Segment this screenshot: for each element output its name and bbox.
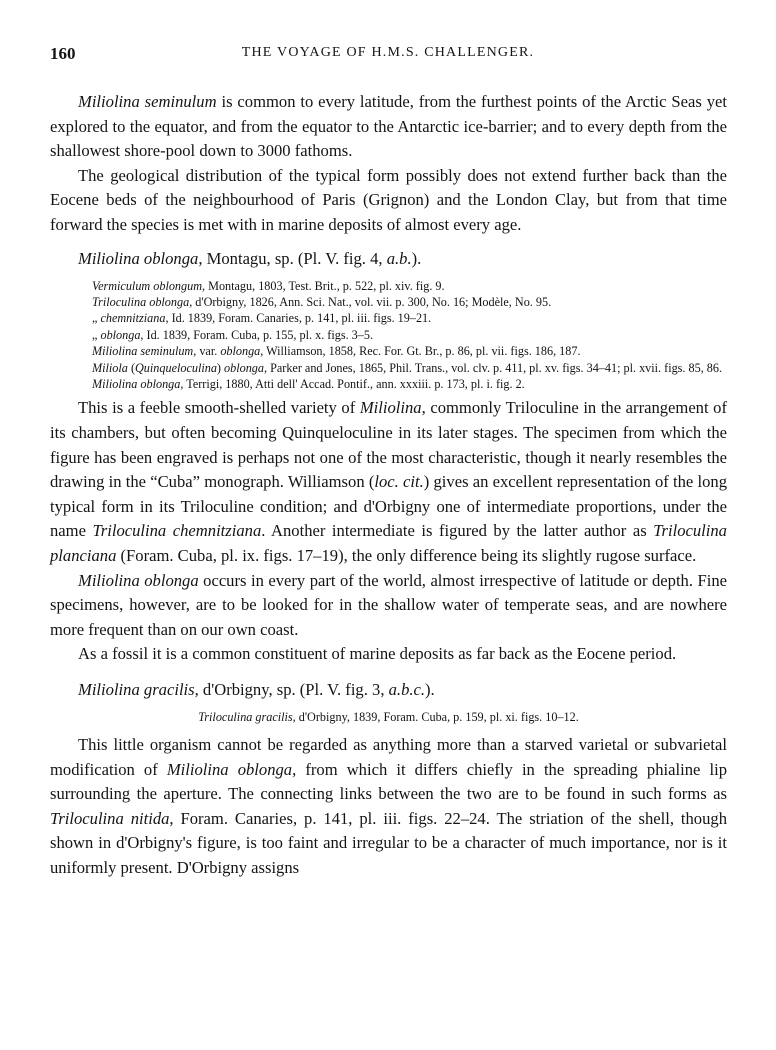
synonymy-entry — [50, 376, 727, 392]
intro-paragraph — [50, 164, 727, 238]
text-run: This little organism cannot be regarded as anything more than a starved varietal or subvarietal modification of — [50, 734, 727, 779]
page-number: 160 — [50, 44, 76, 63]
body-paragraph — [50, 642, 727, 667]
italic-text: oblonga — [224, 360, 264, 375]
text-run: , Foram. Canaries, p. 141, pl. iii. figs. 22–24. The striation of the shell, though shown in d'Orbigny's figure, is too faint and irregular to be a character of much importance, nor is it uniformly present. D'Orbigny assigns — [50, 808, 727, 877]
running-title: THE VOYAGE OF H.M.S. CHALLENGER. — [241, 45, 535, 60]
synonymy-list — [50, 278, 727, 393]
text-run: „ — [92, 327, 101, 342]
italic-text: loc. cit. — [374, 472, 424, 492]
text-run: ( — [127, 360, 135, 375]
italic-text: Miliolina oblonga — [78, 248, 199, 268]
italic-text: Miliolina oblonga — [92, 377, 181, 391]
species-heading-oblonga — [50, 248, 727, 270]
synonymy-entry — [50, 327, 727, 343]
text-run: , from which it differs chiefly in the spreading phialine lip surrounding the aperture. The connecting links between the two are to be found in such forms as — [50, 759, 728, 804]
text-run: . Another intermediate is figured by the latter author as — [261, 521, 654, 541]
synonymy-entry — [50, 278, 727, 294]
italic-text: Vermiculum oblongum — [92, 278, 203, 293]
text-run: , d'Orbigny, 1826, Ann. Sci. Nat., vol. vii. p. 300, No. 16; Modèle, No. 95. — [189, 294, 552, 309]
synonymy-entry — [50, 360, 727, 376]
italic-text: Miliolina seminulum — [92, 344, 194, 359]
italic-text: oblonga — [100, 327, 141, 342]
italic-text: Miliolina oblonga — [78, 570, 199, 590]
page-header — [50, 44, 726, 64]
text-run: occurs in every part of the world, almost irrespective of latitude or depth. Fine specimens, however, are to be looked for in the shallow water of temperate seas, and are nowhere more frequent than on our own coast. — [50, 570, 727, 639]
text-run: , Parker and Jones, 1865, Phil. Trans., vol. clv. p. 411, pl. xv. figs. 34–41; pl. xvii. figs. 85, 86. — [263, 360, 723, 375]
text-run: , commonly Triloculine in the arrangement of its chambers, but often becoming Quinqueloculine in its later stages. The specimen from which the figure has been engraved is perhaps not one of the most characteristic, though it nearly resembles the drawing in the “Cuba” monograph. Williamson ( — [50, 398, 727, 492]
text-run: , Terrigi, 1880, Atti dell' Accad. Pontif., ann. xxxiii. p. 173, pl. i. fig. 2. — [180, 377, 525, 391]
synonymy-citation — [50, 709, 727, 725]
italic-text: Triloculina nitida — [50, 808, 170, 828]
italic-text: chemnitziana — [100, 311, 166, 326]
text-run: , Montagu, 1803, Test. Brit., p. 522, pl. xiv. fig. 9. — [202, 278, 445, 293]
text-run: is common to every latitude, from the furthest points of the Arctic Seas yet explored to the equator, and from the equator to the Antarctic ice-barrier; and to every depth from the shallowest shore-pool down to 3000 fathoms. — [50, 92, 727, 161]
italic-text: Miliolina oblonga — [166, 759, 293, 779]
italic-text: a.b. — [386, 248, 412, 268]
text-run: ) gives an excellent representation of the long typical form in its Triloculine condition; and d'Orbigny one of intermediate proportions, under the name — [50, 472, 728, 541]
text-run: ). — [425, 679, 435, 699]
text-run: , d'Orbigny, 1839, Foram. Cuba, p. 159, pl. xi. figs. 10–12. — [292, 709, 579, 724]
body-paragraph — [50, 569, 727, 643]
text-run: ) — [216, 360, 225, 375]
italic-text: Triloculina planciana — [50, 521, 727, 565]
text-run: As a fossil it is a common constituent of marine deposits as far back as the Eocene period. — [78, 644, 677, 664]
synonymy-entry — [50, 343, 727, 359]
text-run: „ — [92, 311, 101, 326]
body-paragraph — [50, 733, 727, 881]
text-run: This is a feeble smooth-shelled variety of — [78, 398, 360, 418]
italic-text: oblonga — [220, 344, 261, 359]
intro-paragraph — [50, 90, 727, 164]
synonymy-entry — [50, 310, 727, 326]
text-run: , Williamson, 1858, Rec. For. Gt. Br., p. 86, pl. vii. figs. 186, 187. — [260, 344, 581, 359]
text-run: , Id. 1839, Foram. Cuba, p. 155, pl. x. figs. 3–5. — [140, 327, 373, 342]
italic-text: Triloculina gracilis — [198, 709, 293, 724]
page-body — [50, 90, 727, 881]
italic-text: Miliolina — [359, 398, 422, 418]
text-run: (Foram. Cuba, pl. ix. figs. 17–19), the only difference being its slightly rugose surface. — [116, 545, 697, 565]
italic-text: Triloculina oblonga — [92, 294, 190, 309]
italic-text: a.b.c. — [388, 679, 426, 699]
synonymy-entry — [50, 294, 727, 310]
text-run: , var. — [193, 344, 221, 359]
text-run: , Montagu, sp. (Pl. V. fig. 4, — [198, 248, 387, 268]
text-run: , Id. 1839, Foram. Canaries, p. 141, pl. iii. figs. 19–21. — [165, 311, 432, 326]
italic-text: Miliola — [92, 360, 128, 375]
italic-text: Miliolina seminulum — [78, 92, 217, 111]
italic-text: Quinqueloculina — [135, 360, 217, 375]
italic-text: Miliolina gracilis — [78, 679, 195, 699]
text-run: , d'Orbigny, sp. (Pl. V. fig. 3, — [194, 679, 389, 699]
body-paragraph — [50, 396, 727, 568]
text-run: The geological distribution of the typical form possibly does not extend further back than the Eocene beds of the neighbourhood of Paris (Grignon) and the London Clay, but from that time forward the species is met with in marine deposits of almost every age. — [50, 165, 727, 234]
italic-text: Triloculina chemnitziana — [92, 521, 262, 541]
species-heading-gracilis — [50, 679, 727, 701]
text-run: ). — [411, 248, 422, 268]
